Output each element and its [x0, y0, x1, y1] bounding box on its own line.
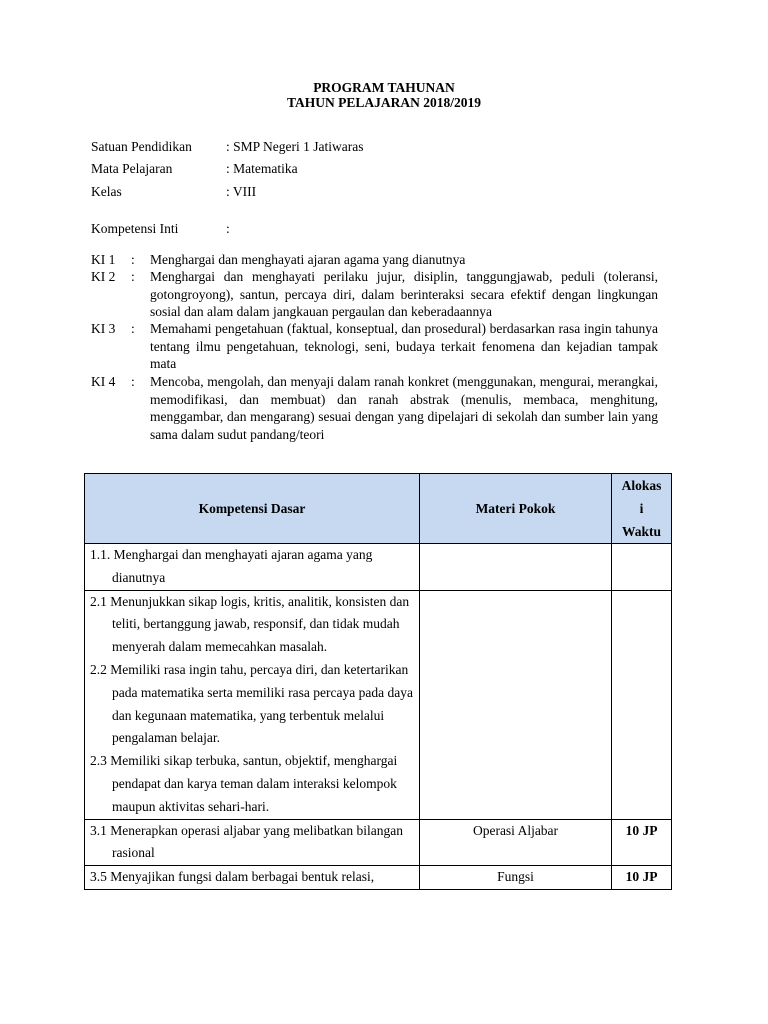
info-value: : Matematika — [226, 161, 298, 176]
waktu-cell — [612, 590, 672, 819]
ki-item-1 — [91, 251, 658, 269]
info-row-kompetensi-inti — [91, 221, 230, 237]
header-alokasi-waktu — [612, 474, 672, 544]
ki-separator: : — [131, 252, 135, 267]
ki-text: Menghargai dan menghayati ajaran agama yang dianutnya — [150, 252, 466, 267]
table-row — [85, 866, 672, 890]
header-alokasi-line-1: Alokas — [621, 478, 662, 493]
info-label: Mata Pelajaran — [91, 161, 173, 176]
header-materi-pokok: Materi Pokok — [420, 474, 612, 544]
info-label: Satuan Pendidikan — [91, 139, 192, 154]
document-subtitle: TAHUN PELAJARAN 2018/2019 — [286, 95, 481, 110]
table-row — [85, 819, 672, 866]
kd-item-2-2: 2.2 Memiliki rasa ingin tahu, percaya diri, dan ketertarikan pada matematika serta memiliki rasa percaya pada daya dan kegunaan matematika, yang terbentuk melalui pengalaman belajar. — [90, 661, 413, 746]
ki-item-4 — [91, 373, 658, 443]
kd-item-3-1: 3.1 Menerapkan operasi aljabar yang melibatkan bilangan rasional — [90, 822, 404, 861]
header-alokasi-line-2: i — [639, 501, 644, 516]
ki-item-2 — [91, 268, 658, 321]
info-row-satuan-pendidikan — [91, 139, 363, 155]
kd-item-2-3: 2.3 Memiliki sikap terbuka, santun, objektif, menghargai pendapat dan karya teman dalam interaksi kelompok maupun aktivitas sehari-hari. — [90, 753, 398, 814]
document-title: PROGRAM TAHUNAN — [313, 80, 455, 95]
info-label: Kompetensi Inti — [91, 221, 179, 236]
materi-cell: Fungsi — [420, 866, 612, 890]
ki-code: KI 4 — [91, 374, 116, 389]
info-row-kelas — [91, 184, 256, 200]
waktu-cell: 10 JP — [612, 819, 672, 866]
info-value: : VIII — [226, 184, 257, 199]
materi-cell — [420, 590, 612, 819]
waktu-cell — [612, 544, 672, 591]
info-value: : SMP Negeri 1 Jatiwaras — [226, 139, 364, 154]
ki-text: Memahami pengetahuan (faktual, konseptual, dan prosedural) berdasarkan rasa ingin tahunya tentang ilmu pengetahuan, teknologi, seni, budaya terkait fenomena dan kejadian tampak mata — [150, 321, 658, 371]
kompetensi-dasar-table — [84, 473, 672, 890]
kd-item-3-5: 3.5 Menyajikan fungsi dalam berbagai bentuk relasi, — [90, 869, 375, 885]
kd-item-2-1: 2.1 Menunjukkan sikap logis, kritis, analitik, konsisten dan teliti, bertanggung jawab, responsif, dan tidak mudah menyerah dalam memecahkan masalah. — [90, 593, 410, 655]
ki-separator: : — [131, 269, 135, 284]
table-row — [85, 544, 672, 591]
info-value: : — [226, 221, 230, 236]
kd-cell — [85, 819, 420, 866]
ki-separator: : — [131, 321, 135, 336]
table-header-row — [85, 474, 672, 544]
ki-code: KI 3 — [91, 321, 116, 336]
ki-text: Mencoba, mengolah, dan menyaji dalam ranah konkret (menggunakan, mengurai, merangkai, memodifikasi, dan membuat) dan ranah abstrak (menulis, membaca, menghitung, menggambar, dan mengarang) sesuai dengan yang dipelajari di sekolah dan sumber lain yang sama dalam sudut pandang/teori — [150, 374, 658, 442]
waktu-cell: 10 JP — [612, 866, 672, 890]
ki-separator: : — [131, 374, 135, 389]
header-alokasi-line-3: Waktu — [621, 524, 662, 539]
info-label: Kelas — [91, 184, 122, 199]
header-kompetensi-dasar: Kompetensi Dasar — [85, 474, 420, 544]
kd-item-1-1: 1.1. Menghargai dan menghayati ajaran agama yang dianutnya — [90, 547, 373, 585]
table-row — [85, 590, 672, 819]
kd-cell — [85, 544, 420, 591]
materi-cell — [420, 544, 612, 591]
ki-item-3 — [91, 320, 658, 373]
materi-cell: Operasi Aljabar — [420, 819, 612, 866]
info-row-mata-pelajaran — [91, 161, 298, 177]
kd-cell — [85, 866, 420, 890]
kd-cell — [85, 590, 420, 819]
ki-code: KI 2 — [91, 269, 116, 284]
ki-text: Menghargai dan menghayati perilaku jujur, disiplin, tanggungjawab, peduli (toleransi, gotongroyong), santun, percaya diri, dalam berinteraksi secara efektif dengan lingkungan sosial dan alam dalam jangkauan pergaulan dan keberadaannya — [150, 269, 658, 319]
ki-code: KI 1 — [91, 252, 116, 267]
